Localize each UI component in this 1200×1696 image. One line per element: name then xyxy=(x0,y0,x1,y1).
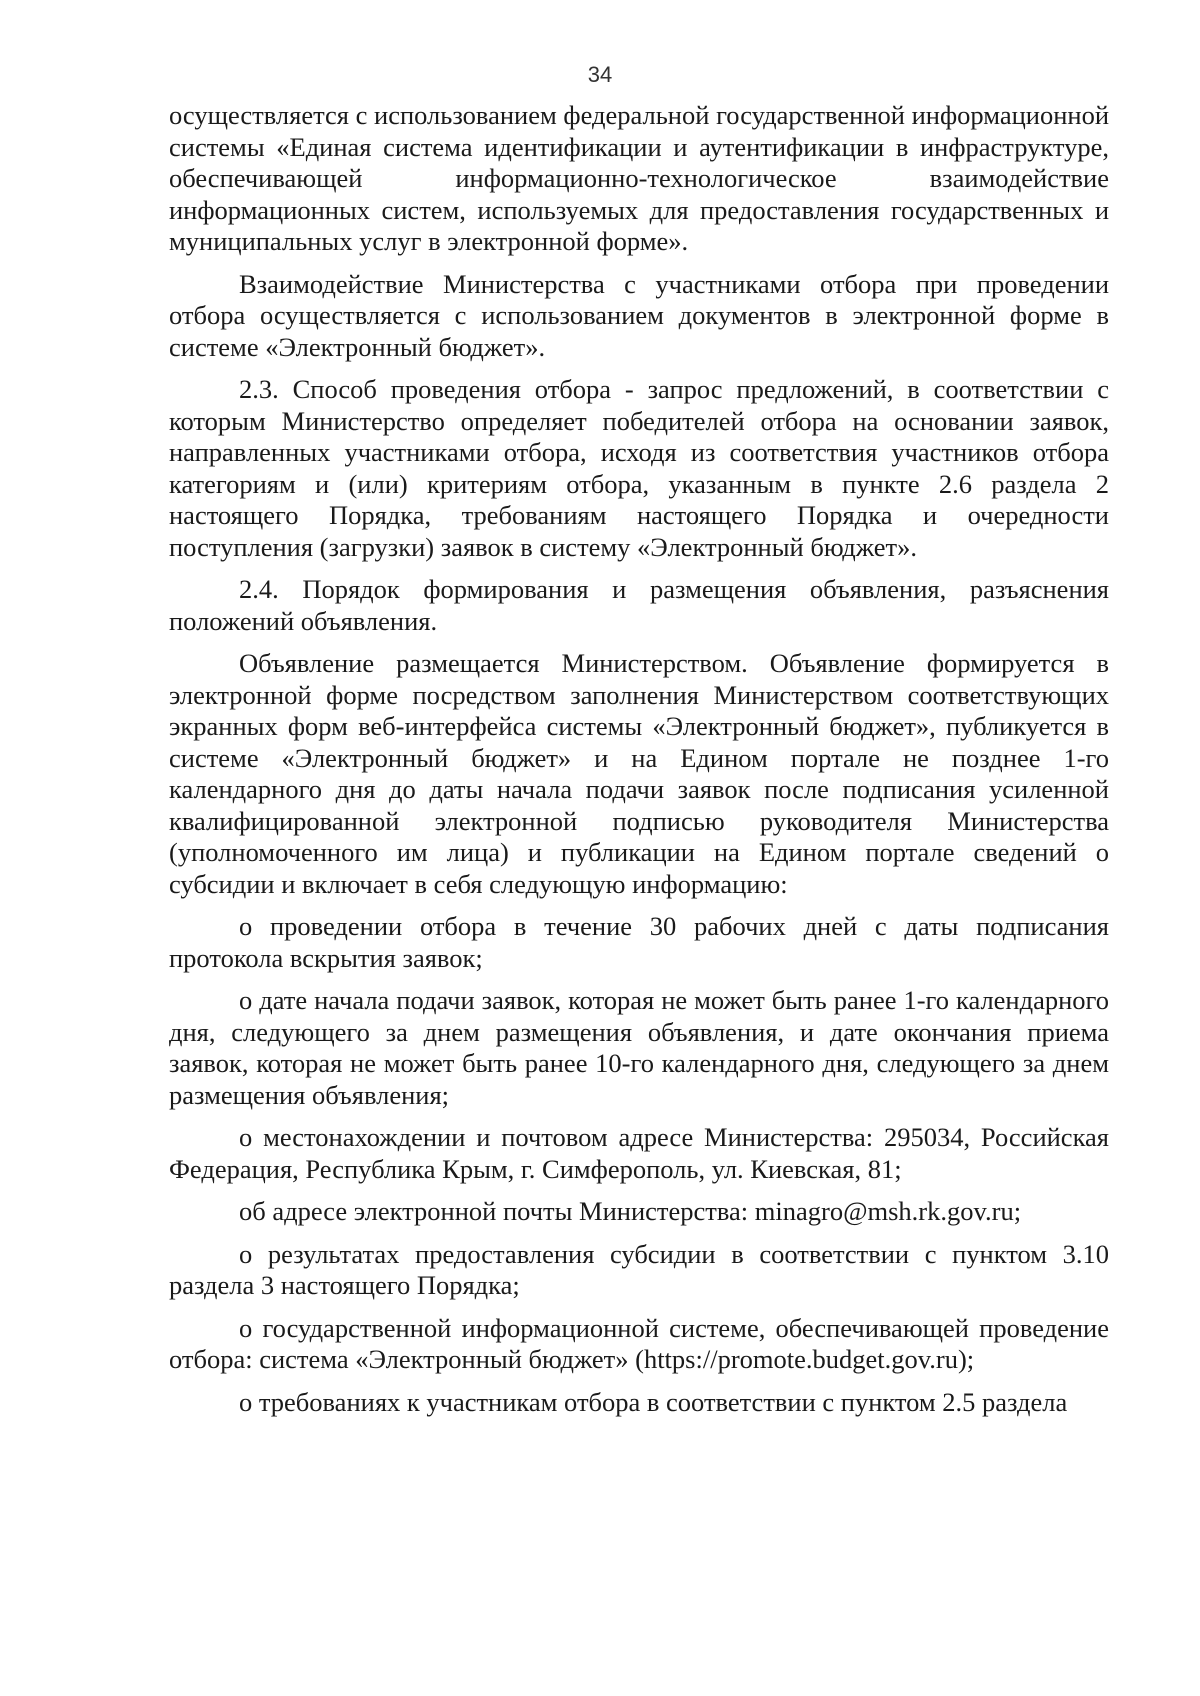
paragraph-continuation: осуществляется с использованием федеральной государственной информационной системы «Единая система идентификации и аутентификации в инфраструктуре, обеспечивающей информационно-технологическое взаимодействие информационных систем, используемых для предоставления государственных и муниципальных услуг в электронной форме». xyxy=(169,100,1109,256)
list-item-selection-period: о проведении отбора в течение 30 рабочих дней с даты подписания протокола вскрытия заявок; xyxy=(169,911,1109,973)
list-item-information-system: о государственной информационной системе, обеспечивающей проведение отбора: система «Электронный бюджет» (https://promote.budget.gov.ru); xyxy=(169,1312,1109,1374)
list-item-participant-requirements: о требованиях к участникам отбора в соответствии с пунктом 2.5 раздела xyxy=(239,1386,1068,1417)
document-body xyxy=(169,100,1109,1429)
list-item-subsidy-results: о результатах предоставления субсидии в соответствии с пунктом 3.10 раздела 3 настоящего Порядка; xyxy=(169,1238,1109,1300)
list-item-ministry-email: об адресе электронной почты Министерства: minagro@msh.rk.gov.ru; xyxy=(239,1196,1022,1226)
paragraph-2-3-selection-method: 2.3. Способ проведения отбора - запрос предложений, в соответствии с которым Министерство определяет победителей отбора на основании заявок, направленных участниками отбора, исходя из соответствия участников отбора категориям и (или) критериям отбора, указанным в пункте 2.6 раздела 2 настоящего Порядка, требованиям настоящего Порядка и очередности поступления (загрузки) заявок в систему «Электронный бюджет». xyxy=(169,374,1109,562)
list-item-ministry-address: о местонахождении и почтовом адресе Министерства: 295034, Российская Федерация, Республика Крым, г. Симферополь, ул. Киевская, 81; xyxy=(169,1122,1109,1184)
list-item-application-dates: о дате начала подачи заявок, которая не может быть ранее 1-го календарного дня, следующего за днем размещения объявления, и дате окончания приема заявок, которая не может быть ранее 10-го календарного дня, следующего за днем размещения объявления; xyxy=(169,985,1109,1110)
paragraph-2-4-announcement-procedure: 2.4. Порядок формирования и размещения объявления, разъяснения положений объявления. xyxy=(169,574,1109,636)
paragraph-interaction: Взаимодействие Министерства с участниками отбора при проведении отбора осуществляется с использованием документов в электронной форме в системе «Электронный бюджет». xyxy=(169,268,1109,362)
paragraph-announcement-content: Объявление размещается Министерством. Объявление формируется в электронной форме посредством заполнения Министерством соответствующих экранных форм веб-интерфейса системы «Электронный бюджет», публикуется в системе «Электронный бюджет» и на Едином портале не позднее 1-го календарного дня до даты начала подачи заявок после подписания усиленной квалифицированной электронной подписью руководителя Министерства (уполномоченного им лица) и публикации на Едином портале сведений о субсидии и включает в себя следующую информацию: xyxy=(169,648,1109,899)
page-number: 34 xyxy=(587,62,613,87)
